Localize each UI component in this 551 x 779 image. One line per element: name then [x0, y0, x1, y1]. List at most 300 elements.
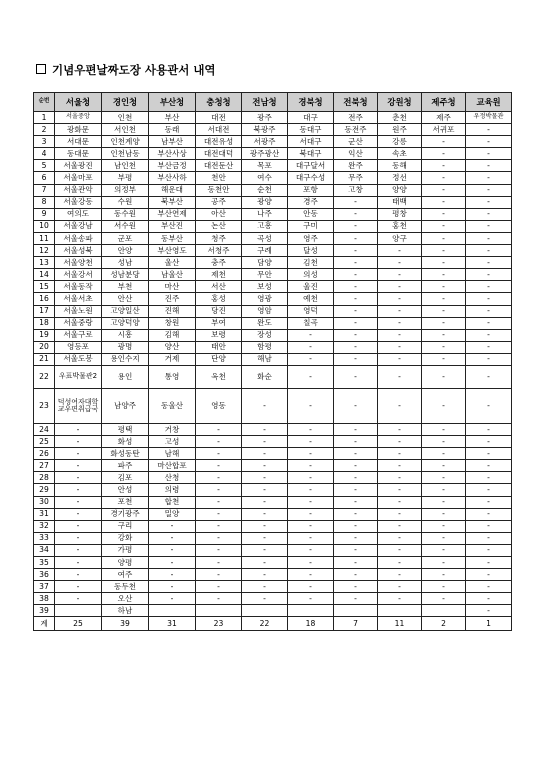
table-cell: 서대문	[55, 136, 102, 148]
table-cell: -	[334, 317, 378, 329]
table-cell: 서울마포	[55, 172, 102, 184]
table-row	[34, 532, 512, 544]
table-cell: 영덕	[288, 305, 334, 317]
row-number-cell: 18	[34, 317, 55, 329]
table-row	[34, 112, 512, 124]
table-cell: -	[422, 448, 466, 460]
table-cell: 김포	[102, 472, 149, 484]
table-cell: 광주	[242, 112, 288, 124]
table-cell: 성남분당	[102, 269, 149, 281]
table-cell: -	[466, 569, 512, 581]
table-row	[34, 508, 512, 520]
table-cell: 양양	[378, 184, 422, 196]
table-cell: 고양일산	[102, 305, 149, 317]
table-cell: 양평	[102, 557, 149, 569]
table-cell: 서광주	[242, 136, 288, 148]
table-cell: -	[466, 208, 512, 220]
table-cell: -	[242, 557, 288, 569]
table-cell: 경기광주	[102, 508, 149, 520]
table-cell: -	[55, 557, 102, 569]
table-cell: -	[242, 388, 288, 423]
table-cell: -	[288, 436, 334, 448]
table-cell: -	[334, 508, 378, 520]
table-cell: 동래	[149, 124, 196, 136]
table-cell: 서울강동	[55, 196, 102, 208]
table-cell: -	[334, 544, 378, 556]
table-cell: -	[422, 317, 466, 329]
table-cell: 진주	[149, 293, 196, 305]
table-cell: -	[422, 341, 466, 353]
table-cell: 덕성여자대학교우편취급국	[55, 388, 102, 423]
table-cell: -	[288, 508, 334, 520]
table-cell: 밀양	[149, 508, 196, 520]
table-cell: 서울동작	[55, 281, 102, 293]
table-cell: -	[55, 569, 102, 581]
table-cell: -	[378, 329, 422, 341]
table-cell: -	[466, 436, 512, 448]
table-cell: -	[149, 532, 196, 544]
table-cell: 부산사하	[149, 172, 196, 184]
table-cell: 구례	[242, 245, 288, 257]
table-cell: 부산진	[149, 220, 196, 232]
table-cell: -	[466, 423, 512, 435]
row-number-cell: 37	[34, 581, 55, 593]
table-cell: -	[242, 423, 288, 435]
row-number-cell: 24	[34, 423, 55, 435]
table-cell: 안산	[102, 293, 149, 305]
table-cell: -	[466, 341, 512, 353]
table-cell: 우표박물관2	[55, 365, 102, 388]
table-cell: 영광	[242, 293, 288, 305]
table-cell: -	[422, 329, 466, 341]
table-cell: 서울노원	[55, 305, 102, 317]
table-cell: -	[55, 436, 102, 448]
table-cell: -	[242, 544, 288, 556]
table-cell: 의령	[149, 484, 196, 496]
table-row	[34, 281, 512, 293]
table-cell: 무주	[334, 172, 378, 184]
table-cell: -	[466, 172, 512, 184]
table-cell: -	[242, 460, 288, 472]
row-number-cell: 38	[34, 593, 55, 605]
table-cell: -	[288, 329, 334, 341]
table-cell: 화순	[242, 365, 288, 388]
table-cell: 남해	[149, 448, 196, 460]
table-cell: -	[55, 484, 102, 496]
table-cell: 용인수지	[102, 353, 149, 365]
table-cell: -	[196, 532, 242, 544]
table-cell: 우정박물관	[466, 112, 512, 124]
table-cell: -	[242, 593, 288, 605]
table-cell: -	[334, 269, 378, 281]
table-cell: 부산연제	[149, 208, 196, 220]
table-cell: -	[242, 520, 288, 532]
table-cell: 서산	[196, 281, 242, 293]
table-cell: -	[378, 305, 422, 317]
table-cell: 안양	[102, 245, 149, 257]
table-cell: -	[288, 593, 334, 605]
table-cell: -	[466, 593, 512, 605]
table-cell: 서대구	[288, 136, 334, 148]
table-cell: -	[466, 136, 512, 148]
table-cell: 서울강서	[55, 269, 102, 281]
table-row	[34, 136, 512, 148]
table-cell: -	[196, 436, 242, 448]
table-cell: -	[422, 196, 466, 208]
table-cell: -	[466, 269, 512, 281]
table-cell	[196, 605, 242, 617]
page-title	[36, 62, 216, 78]
table-cell: 의정부	[102, 184, 149, 196]
table-row	[34, 257, 512, 269]
column-header: 서울청	[55, 93, 102, 112]
table-cell: -	[422, 520, 466, 532]
row-number-cell: 5	[34, 160, 55, 172]
table-cell: -	[334, 496, 378, 508]
table-cell: -	[466, 293, 512, 305]
table-cell: -	[422, 484, 466, 496]
table-row	[34, 484, 512, 496]
table-cell: 화성동탄	[102, 448, 149, 460]
row-number-cell: 28	[34, 472, 55, 484]
table-cell: -	[378, 569, 422, 581]
table-cell: -	[288, 423, 334, 435]
table-cell: -	[242, 581, 288, 593]
table-cell: 해남	[242, 353, 288, 365]
table-cell: 북대구	[288, 148, 334, 160]
page-title-text: 기념우편날짜도장 사용관서 내역	[52, 63, 216, 77]
row-number-cell: 26	[34, 448, 55, 460]
table-cell: -	[466, 365, 512, 388]
table-cell: -	[378, 341, 422, 353]
table-cell: -	[422, 148, 466, 160]
table-cell: 예천	[288, 293, 334, 305]
column-header: 부산청	[149, 93, 196, 112]
table-cell: 대구수성	[288, 172, 334, 184]
table-cell: -	[466, 460, 512, 472]
table-row	[34, 172, 512, 184]
table-cell: -	[422, 436, 466, 448]
table-cell: -	[149, 520, 196, 532]
table-cell: 김해	[149, 329, 196, 341]
table-row	[34, 184, 512, 196]
table-cell: 원주	[378, 124, 422, 136]
row-number-cell: 25	[34, 436, 55, 448]
table-cell: -	[466, 520, 512, 532]
table-cell: 수원	[102, 196, 149, 208]
table-body	[34, 112, 512, 631]
table-cell: 부천	[102, 281, 149, 293]
table-cell: -	[149, 544, 196, 556]
table-cell: 영동	[196, 388, 242, 423]
table-cell: -	[378, 388, 422, 423]
row-number-cell: 7	[34, 184, 55, 196]
table-cell: -	[288, 569, 334, 581]
table-cell: 곡성	[242, 232, 288, 244]
table-cell: 동천안	[196, 184, 242, 196]
table-cell: -	[466, 184, 512, 196]
table-cell: -	[288, 341, 334, 353]
total-cell: 31	[149, 617, 196, 631]
total-cell: 7	[334, 617, 378, 631]
table-cell: -	[288, 496, 334, 508]
table-cell: -	[149, 557, 196, 569]
table-cell: -	[378, 484, 422, 496]
table-cell: 오산	[102, 593, 149, 605]
table-cell: 동전주	[334, 124, 378, 136]
table-cell: -	[334, 293, 378, 305]
table-cell: 달성	[288, 245, 334, 257]
table-cell: -	[466, 232, 512, 244]
table-cell: -	[422, 557, 466, 569]
table-cell: -	[55, 460, 102, 472]
table-cell: 구리	[102, 520, 149, 532]
row-number-cell: 13	[34, 257, 55, 269]
table-cell: 산청	[149, 472, 196, 484]
table-row	[34, 341, 512, 353]
table-cell: 광주광산	[242, 148, 288, 160]
table-cell: -	[466, 484, 512, 496]
table-cell: -	[466, 496, 512, 508]
table-cell: -	[334, 353, 378, 365]
table-cell: -	[242, 436, 288, 448]
total-cell: 2	[422, 617, 466, 631]
table-cell: -	[196, 544, 242, 556]
table-cell: 서청주	[196, 245, 242, 257]
table-cell: -	[334, 257, 378, 269]
table-cell: 울진	[288, 281, 334, 293]
table-cell: -	[196, 508, 242, 520]
table-cell: -	[196, 423, 242, 435]
table-row	[34, 496, 512, 508]
table-cell: 평창	[378, 208, 422, 220]
table-cell: -	[466, 196, 512, 208]
table-cell: -	[378, 436, 422, 448]
table-cell	[288, 605, 334, 617]
table-cell: -	[466, 353, 512, 365]
table-cell: 여의도	[55, 208, 102, 220]
table-cell: 안동	[288, 208, 334, 220]
table-cell: 부평	[102, 172, 149, 184]
table-cell: -	[55, 593, 102, 605]
table-cell: -	[334, 388, 378, 423]
table-cell: -	[334, 341, 378, 353]
table-cell: 함평	[242, 341, 288, 353]
table-cell: 태안	[196, 341, 242, 353]
table-cell: 부산	[149, 112, 196, 124]
table-cell: 동대문	[55, 148, 102, 160]
row-number-cell: 4	[34, 148, 55, 160]
table-cell: -	[466, 317, 512, 329]
table-cell: 평택	[102, 423, 149, 435]
table-cell: 인천계양	[102, 136, 149, 148]
table-cell: 남양주	[102, 388, 149, 423]
table-cell: 대전유성	[196, 136, 242, 148]
table-cell: 용인	[102, 365, 149, 388]
table-row	[34, 124, 512, 136]
table-row	[34, 448, 512, 460]
table-cell: -	[378, 365, 422, 388]
row-number-cell: 23	[34, 388, 55, 423]
table-cell: -	[422, 136, 466, 148]
row-number-cell: 30	[34, 496, 55, 508]
table-cell: 청주	[196, 232, 242, 244]
table-cell: 서울구로	[55, 329, 102, 341]
table-cell: 파주	[102, 460, 149, 472]
table-cell: 고성	[149, 436, 196, 448]
row-number-cell: 34	[34, 544, 55, 556]
table-cell: -	[334, 460, 378, 472]
table-cell: -	[334, 484, 378, 496]
column-header-number: 순번	[34, 93, 55, 112]
table-cell: -	[334, 329, 378, 341]
table-cell: -	[466, 544, 512, 556]
table-cell: -	[422, 581, 466, 593]
table-cell: 의성	[288, 269, 334, 281]
table-cell: -	[378, 257, 422, 269]
table-cell: 춘천	[378, 112, 422, 124]
table-cell: 군산	[334, 136, 378, 148]
table-cell: -	[378, 423, 422, 435]
table-cell: 제주	[422, 112, 466, 124]
table-cell: -	[378, 593, 422, 605]
table-cell: -	[378, 448, 422, 460]
table-row	[34, 160, 512, 172]
table-cell: 태백	[378, 196, 422, 208]
table-cell: -	[378, 520, 422, 532]
table-cell: 광명	[102, 341, 149, 353]
total-cell: 39	[102, 617, 149, 631]
table-cell: -	[422, 508, 466, 520]
table-cell: 남부산	[149, 136, 196, 148]
table-cell: -	[422, 460, 466, 472]
table-cell: -	[196, 581, 242, 593]
table-cell: -	[288, 448, 334, 460]
row-number-cell: 3	[34, 136, 55, 148]
table-cell: 천안	[196, 172, 242, 184]
table-cell: -	[378, 544, 422, 556]
table-cell: -	[55, 472, 102, 484]
table-cell: 서울강남	[55, 220, 102, 232]
table-row	[34, 581, 512, 593]
table-cell: -	[55, 496, 102, 508]
table-cell: -	[422, 569, 466, 581]
table-cell: 나주	[242, 208, 288, 220]
table-cell: 서울중랑	[55, 317, 102, 329]
table-cell: 서울양천	[55, 257, 102, 269]
table-cell: -	[196, 460, 242, 472]
table-cell: 여수	[242, 172, 288, 184]
row-number-cell: 10	[34, 220, 55, 232]
row-number-cell: 2	[34, 124, 55, 136]
table-cell: 장성	[242, 329, 288, 341]
table-cell: 창원	[149, 317, 196, 329]
table-cell: 대전대덕	[196, 148, 242, 160]
table-cell: -	[378, 353, 422, 365]
row-number-cell: 19	[34, 329, 55, 341]
table-cell: -	[288, 460, 334, 472]
table-cell	[55, 605, 102, 617]
table-cell: -	[55, 544, 102, 556]
table-cell: -	[378, 557, 422, 569]
table-cell: 논산	[196, 220, 242, 232]
table-row	[34, 472, 512, 484]
table-cell: -	[466, 605, 512, 617]
table-cell: 순천	[242, 184, 288, 196]
table-cell: -	[55, 508, 102, 520]
table-cell: -	[334, 569, 378, 581]
total-cell: 18	[288, 617, 334, 631]
table-cell: -	[466, 532, 512, 544]
table-cell: -	[466, 329, 512, 341]
table-cell: -	[55, 448, 102, 460]
table-cell: -	[466, 557, 512, 569]
table-cell: -	[242, 448, 288, 460]
table-cell: -	[334, 208, 378, 220]
table-cell: -	[466, 388, 512, 423]
table-cell: 부산사상	[149, 148, 196, 160]
table-cell: 단양	[196, 353, 242, 365]
row-number-cell: 17	[34, 305, 55, 317]
row-number-cell: 32	[34, 520, 55, 532]
table-cell: 서수원	[102, 220, 149, 232]
table-cell: 구미	[288, 220, 334, 232]
table-cell: 인천남동	[102, 148, 149, 160]
row-number-cell: 22	[34, 365, 55, 388]
table-cell: -	[334, 423, 378, 435]
table-cell: -	[288, 388, 334, 423]
column-header: 교육원	[466, 93, 512, 112]
table-cell: -	[422, 593, 466, 605]
table-cell: 합천	[149, 496, 196, 508]
table-cell: 옥천	[196, 365, 242, 388]
table-cell: 하남	[102, 605, 149, 617]
table-cell: 강릉	[378, 136, 422, 148]
table-cell: -	[149, 581, 196, 593]
table-cell: -	[242, 569, 288, 581]
total-cell: 11	[378, 617, 422, 631]
table-cell: 영암	[242, 305, 288, 317]
row-number-cell: 33	[34, 532, 55, 544]
table-cell: 남울산	[149, 269, 196, 281]
table-cell: 경주	[288, 196, 334, 208]
table-row	[34, 305, 512, 317]
usage-table	[33, 92, 512, 631]
table-cell: -	[466, 257, 512, 269]
table-header-row	[34, 93, 512, 112]
table-cell: 거창	[149, 423, 196, 435]
table-cell: -	[422, 496, 466, 508]
table-cell: 완도	[242, 317, 288, 329]
table-cell: 군포	[102, 232, 149, 244]
table-cell: -	[378, 245, 422, 257]
table-cell: 통영	[149, 365, 196, 388]
table-cell: 공주	[196, 196, 242, 208]
table-cell: -	[422, 232, 466, 244]
table-cell: 해운대	[149, 184, 196, 196]
table-cell: 남인천	[102, 160, 149, 172]
column-header: 충청청	[196, 93, 242, 112]
table-cell: -	[466, 305, 512, 317]
table-cell: -	[422, 293, 466, 305]
table-cell: 대구	[288, 112, 334, 124]
table-cell: -	[288, 557, 334, 569]
table-cell: 마산	[149, 281, 196, 293]
row-number-cell: 1	[34, 112, 55, 124]
table-cell: 홍천	[378, 220, 422, 232]
table-row	[34, 423, 512, 435]
table-cell: 북부산	[149, 196, 196, 208]
